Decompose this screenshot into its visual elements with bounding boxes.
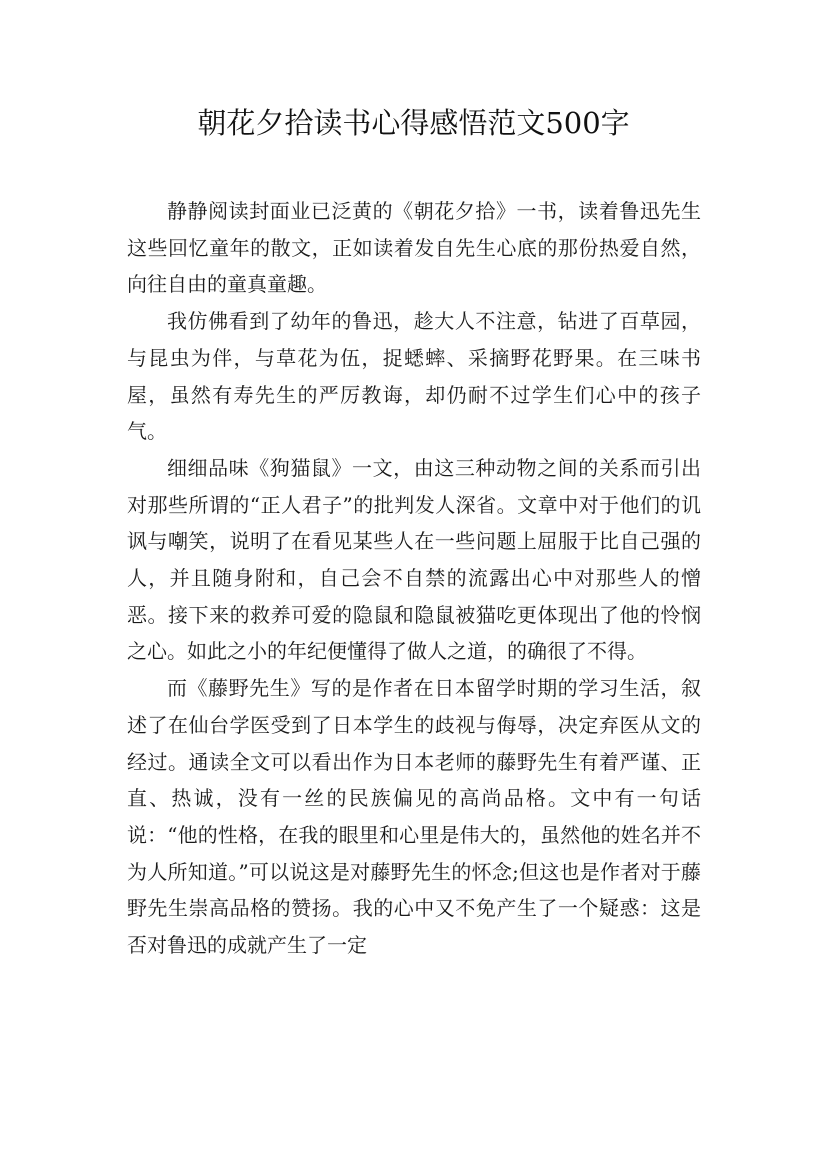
paragraph: 静静阅读封面业已泛黄的《朝花夕拾》一书，读着鲁迅先生这些回忆童年的散文，正如读着发自先生心底的那份热爱自然，向往自由的童真童趣。 xyxy=(127,199,701,297)
document-body xyxy=(127,193,701,964)
paragraph: 我仿佛看到了幼年的鲁迅，趁大人不注意，钻进了百草园，与昆虫为伴，与草花为伍，捉蟋蟀、采摘野花野果。在三味书屋，虽然有寿先生的严厉教诲，却仍耐不过学生们心中的孩子气。 xyxy=(127,309,701,444)
document-title: 朝花夕拾读书心得感悟范文500字 xyxy=(197,106,630,140)
paragraph: 细细品味《狗猫鼠》一文，由这三种动物之间的关系而引出对那些所谓的“正人君子”的批判发人深省。文章中对于他们的讥讽与嘲笑，说明了在看见某些人在一些问题上屈服于比自己强的人，并且随身附和，自己会不自禁的流露出心中对那些人的憎恶。接下来的救养可爱的隐鼠和隐鼠被猫吃更体现出了他的怜悯之心。如此之小的年纪便懂得了做人之道，的确很了不得。 xyxy=(127,455,701,664)
paragraph: 而《藤野先生》写的是作者在日本留学时期的学习生活，叙述了在仙台学医受到了日本学生的歧视与侮辱，决定弃医从文的经过。通读全文可以看出作为日本老师的藤野先生有着严谨、正直、热诚，没有一丝的民族偏见的高尚品格。文中有一句话说：“他的性格，在我的眼里和心里是伟大的，虽然他的姓名并不为人所知道。”可以说这是对藤野先生的怀念;但这也是作者对于藤野先生崇高品格的赞扬。我的心中又不免产生了一个疑惑：这是否对鲁迅的成就产生了一定 xyxy=(127,676,701,958)
